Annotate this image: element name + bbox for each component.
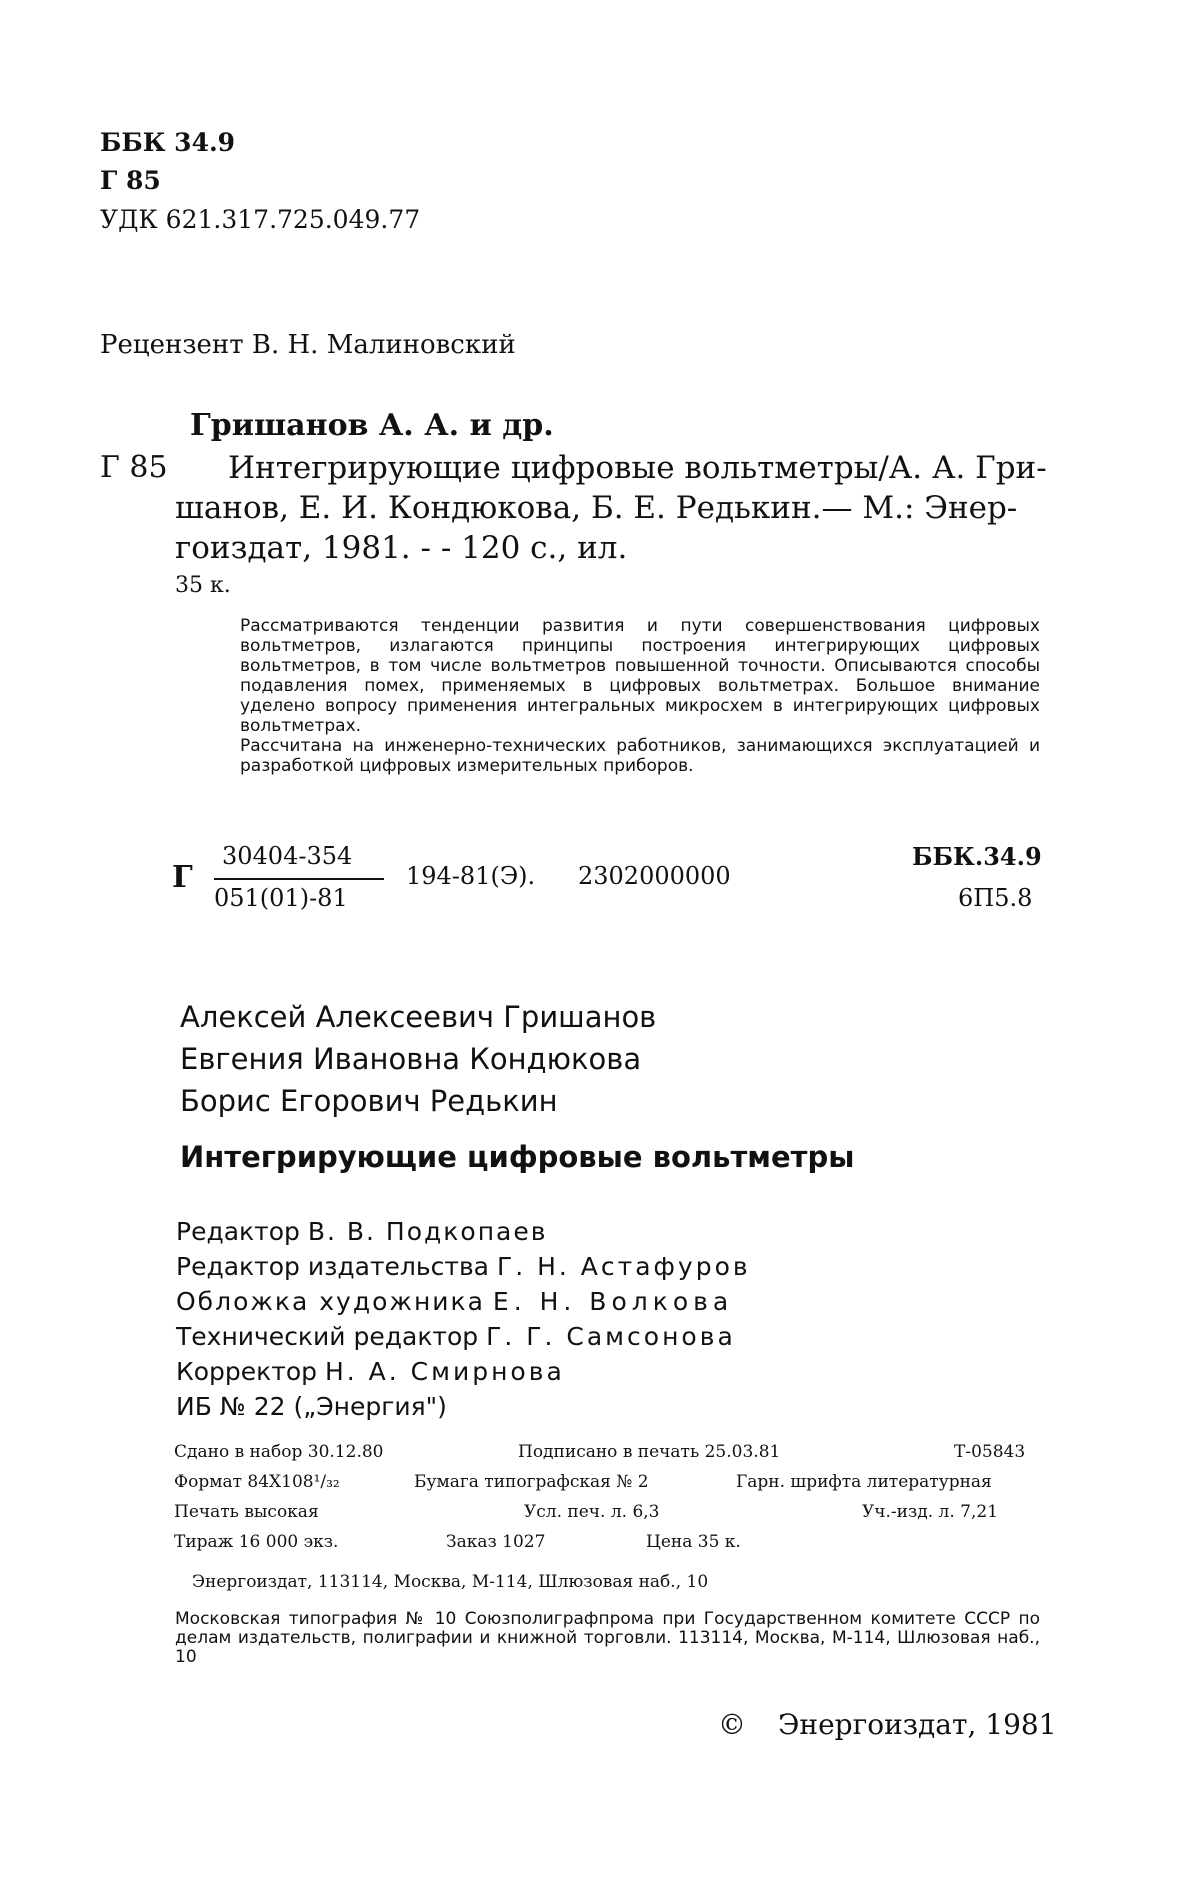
- credit-editor: [176, 1217, 548, 1246]
- imprint-r3-c1: Печать высокая: [174, 1502, 319, 1522]
- formula-numerator: 30404-354: [222, 842, 353, 870]
- bbk-code: ББК 34.9: [100, 128, 236, 157]
- formula-code1: 194-81(Э).: [406, 862, 536, 890]
- formula-letter: Г: [172, 860, 193, 895]
- reviewer-line: Рецензент В. Н. Малиновский: [100, 330, 516, 360]
- credit-name: Г. Н. Астафуров: [496, 1252, 751, 1281]
- formula-denominator: 051(01)-81: [214, 884, 348, 912]
- imprint-r2-c2: Бумага типографская № 2: [414, 1472, 649, 1492]
- imprint-r4-c2: Заказ 1027: [446, 1532, 546, 1552]
- author-full-1: Алексей Алексеевич Гришанов: [180, 1000, 657, 1034]
- g-code: Г 85: [100, 166, 161, 195]
- publisher-address: Энергоиздат, 113114, Москва, М-114, Шлюзовая наб., 10: [192, 1572, 709, 1592]
- author-full-2: Евгения Ивановна Кондюкова: [180, 1042, 642, 1076]
- book-title: Интегрирующие цифровые вольтметры: [180, 1140, 855, 1174]
- imprint-r1-c2: Подписано в печать 25.03.81: [518, 1442, 781, 1462]
- formula-section: 6П5.8: [958, 884, 1033, 912]
- credit-role: Редактор: [176, 1217, 300, 1246]
- imprint-r3-c3: Уч.-изд. л. 7,21: [862, 1502, 999, 1522]
- credit-technical-editor: [176, 1322, 736, 1351]
- ib-number: ИБ № 22 („Энергия"): [176, 1392, 447, 1421]
- credit-role: Редактор издательства: [176, 1252, 490, 1281]
- entry-price: 35 к.: [175, 573, 231, 598]
- udk-code: УДК 621.317.725.049.77: [100, 205, 421, 234]
- imprint-r4-c1: Тираж 16 000 экз.: [174, 1532, 339, 1552]
- credit-name: Н. А. Смирнова: [324, 1357, 565, 1386]
- abstract: [240, 616, 1040, 776]
- credit-publishing-editor: [176, 1252, 751, 1281]
- credit-name: Е. Н. Волкова: [492, 1287, 734, 1316]
- imprint-r2-c3: Гарн. шрифта литературная: [736, 1472, 992, 1492]
- credit-proofreader: [176, 1357, 565, 1386]
- credit-role: Обложка художника: [176, 1287, 485, 1316]
- entry-code: Г 85: [100, 450, 168, 485]
- credit-cover-artist: [176, 1287, 733, 1316]
- copyright-icon: ©: [718, 1708, 746, 1741]
- credit-role: Корректор: [176, 1357, 317, 1386]
- printer-info: Московская типография № 10 Союзполиграфпрома при Государственном комитете СССР по делам издательств, полиграфии и книжной торговли. 113114, Москва, М-114, Шлюзовая наб., 10: [175, 1609, 1040, 1667]
- credit-name: В. В. Подкопаев: [307, 1217, 548, 1246]
- imprint-r1-c3: Т-05843: [954, 1442, 1026, 1462]
- abstract-paragraph-1: Рассматриваются тенденции развития и пути совершенствования цифровых вольтметров, излагаются принципы построения интегрирующих цифровых вольтметров, в том числе вольтметров повышенной точности. Описываются способы подавления помех, применяемых в цифровых вольтметрах. Большое внимание уделено вопросу применения интегральных микросхем в интегрирующих цифровых вольтметрах.: [240, 616, 1040, 736]
- formula-fraction-line: [214, 878, 384, 880]
- entry-authors: Гришанов А. А. и др.: [190, 408, 554, 443]
- imprint-r1-c1: Сдано в набор 30.12.80: [174, 1442, 384, 1462]
- formula-bbk: ББК.34.9: [912, 842, 1042, 871]
- imprint-r2-c1: Формат 84Х108¹/₃₂: [174, 1472, 340, 1492]
- abstract-paragraph-2: Рассчитана на инженерно-технических работников, занимающихся эксплуатацией и разработкой цифровых измерительных приборов.: [240, 736, 1040, 776]
- imprint-r4-c3: Цена 35 к.: [646, 1532, 741, 1552]
- copyright-text: Энергоиздат, 1981: [778, 1708, 1057, 1741]
- credit-name: Г. Г. Самсонова: [486, 1322, 736, 1351]
- credit-role: Технический редактор: [176, 1322, 479, 1351]
- author-full-3: Борис Егорович Редькин: [180, 1084, 558, 1118]
- entry-title-line2: шанов, Е. И. Кондюкова, Б. Е. Редькин.— М.: Энер-: [175, 490, 1018, 526]
- imprint-r3-c2: Усл. печ. л. 6,3: [524, 1502, 660, 1522]
- formula-code2: 2302000000: [578, 862, 731, 890]
- entry-title-line1: Интегрирующие цифровые вольтметры/А. А. Гри-: [228, 450, 1047, 486]
- entry-title-line3: гоиздат, 1981. - - 120 с., ил.: [175, 530, 628, 566]
